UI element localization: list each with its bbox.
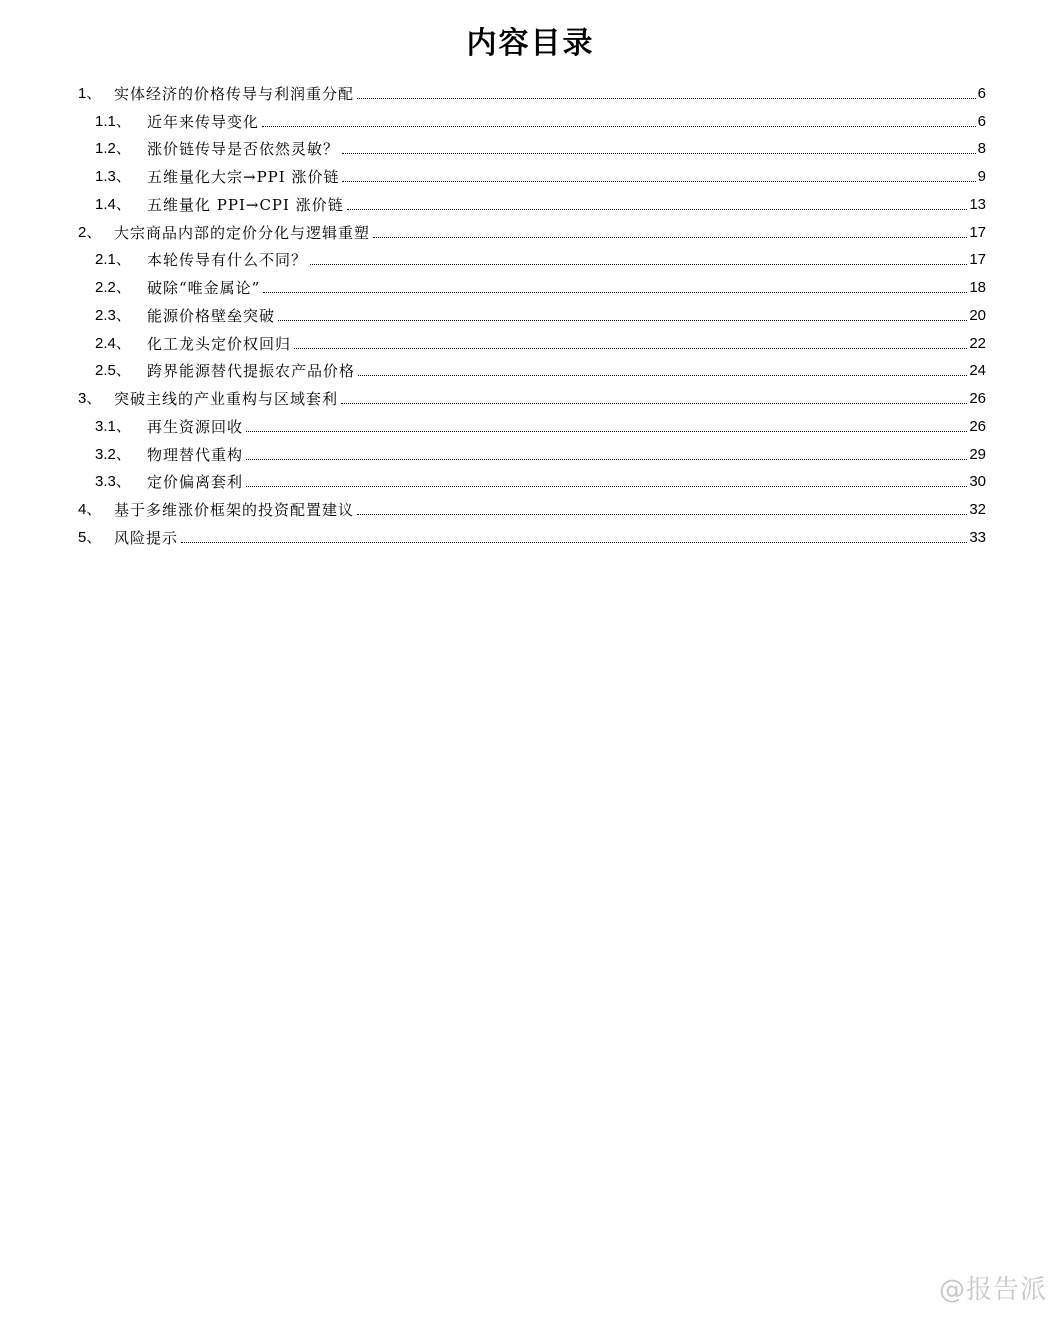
toc-entry[interactable]: [78, 326, 986, 354]
toc-entry-page-number[interactable]: 6: [977, 112, 986, 130]
dot-leader: [357, 98, 976, 99]
dot-leader: [246, 459, 967, 460]
toc-entry-label[interactable]: 破除“唯金属论”: [147, 279, 261, 297]
dot-leader: [342, 153, 976, 154]
toc-entry-page-number[interactable]: 20: [969, 306, 986, 324]
toc-entry-label[interactable]: 定价偏离套利: [147, 473, 244, 492]
toc-entry[interactable]: [78, 492, 986, 520]
toc-entry-label[interactable]: 风险提示: [114, 528, 179, 547]
toc-entry-number: 2、: [78, 223, 102, 241]
toc-entry[interactable]: [78, 465, 986, 493]
toc-entry-number: 1.2、: [95, 140, 131, 158]
toc-entry-page-number[interactable]: 24: [969, 362, 986, 380]
toc-entry-label[interactable]: 实体经济的价格传导与利润重分配: [114, 84, 355, 103]
dot-leader: [181, 542, 967, 543]
toc-entry-label[interactable]: 化工龙头定价权回归: [147, 334, 292, 353]
toc-entry[interactable]: [78, 270, 986, 298]
toc-entry[interactable]: [78, 76, 986, 104]
toc-entry-number: 2.3、: [95, 306, 131, 324]
dot-leader: [294, 348, 967, 349]
toc-entry-label[interactable]: 跨界能源替代提振农产品价格: [147, 362, 356, 381]
dot-leader: [262, 126, 976, 127]
dot-leader: [347, 209, 968, 210]
toc-entry-label[interactable]: 五维量化大宗→PPI 涨价链: [147, 168, 340, 186]
table-of-contents: [78, 76, 986, 548]
toc-entry-label[interactable]: 近年来传导变化: [147, 112, 260, 131]
toc-entry-label[interactable]: 物理替代重构: [147, 445, 244, 464]
dot-leader: [342, 181, 975, 182]
toc-entry-number: 1、: [78, 84, 102, 102]
toc-entry[interactable]: [78, 243, 986, 271]
toc-entry-number: 3.2、: [95, 445, 131, 463]
toc-entry-number: 1.3、: [95, 168, 131, 185]
toc-entry-page-number[interactable]: 13: [969, 195, 986, 213]
toc-entry-number: 1.4、: [95, 195, 131, 213]
toc-entry-page-number[interactable]: 26: [969, 417, 986, 435]
toc-title: 内容目录: [466, 26, 595, 61]
toc-entry-label[interactable]: 大宗商品内部的定价分化与逻辑重塑: [114, 223, 371, 242]
toc-entry[interactable]: [78, 520, 986, 548]
toc-entry-page-number[interactable]: 33: [969, 528, 986, 546]
toc-entry-label[interactable]: 基于多维涨价框架的投资配置建议: [114, 501, 355, 519]
toc-entry-number: 2.1、: [95, 251, 131, 269]
toc-entry-number: 3.3、: [95, 473, 131, 491]
toc-entry-number: 2.4、: [95, 334, 131, 352]
toc-entry-page-number[interactable]: 30: [969, 473, 986, 491]
toc-entry-page-number[interactable]: 32: [969, 501, 986, 518]
toc-entry[interactable]: [78, 381, 986, 409]
toc-entry-label[interactable]: 突破主线的产业重构与区域套利: [114, 390, 339, 408]
toc-entry[interactable]: [78, 159, 986, 187]
dot-leader: [358, 375, 967, 376]
toc-entry[interactable]: [78, 298, 986, 326]
dot-leader: [246, 431, 967, 432]
toc-entry-page-number[interactable]: 22: [969, 334, 986, 352]
toc-entry-number: 3、: [78, 390, 102, 407]
toc-entry-number: 1.1、: [95, 112, 131, 130]
dot-leader: [263, 292, 967, 293]
toc-entry-page-number[interactable]: 8: [977, 140, 986, 158]
toc-entry[interactable]: [78, 187, 986, 215]
toc-entry-page-number[interactable]: 9: [977, 168, 986, 185]
dot-leader: [246, 486, 967, 487]
toc-entry[interactable]: [78, 409, 986, 437]
toc-entry[interactable]: [78, 132, 986, 160]
toc-entry-label[interactable]: 涨价链传导是否依然灵敏？: [147, 140, 340, 159]
toc-entry-label[interactable]: 本轮传导有什么不同？: [147, 251, 308, 270]
watermark: @报告派: [938, 1275, 1047, 1305]
toc-entry-page-number[interactable]: 6: [977, 84, 986, 102]
toc-entry[interactable]: [78, 104, 986, 132]
toc-entry[interactable]: [78, 215, 986, 243]
toc-entry-number: 5、: [78, 528, 102, 546]
toc-entry-page-number[interactable]: 18: [969, 279, 986, 296]
toc-entry-page-number[interactable]: 17: [969, 251, 986, 269]
toc-entry-page-number[interactable]: 17: [969, 223, 986, 241]
dot-leader: [310, 264, 967, 265]
dot-leader: [341, 403, 967, 404]
toc-entry-page-number[interactable]: 29: [969, 445, 986, 463]
dot-leader: [373, 237, 967, 238]
toc-entry-number: 4、: [78, 501, 102, 518]
toc-entry-number: 3.1、: [95, 417, 131, 435]
toc-entry-number: 2.5、: [95, 362, 131, 380]
toc-entry-label[interactable]: 再生资源回收: [147, 417, 244, 436]
toc-entry-number: 2.2、: [95, 279, 131, 296]
toc-entry-label[interactable]: 能源价格壁垒突破: [147, 306, 276, 325]
dot-leader: [357, 514, 967, 515]
dot-leader: [278, 320, 967, 321]
toc-entry[interactable]: [78, 354, 986, 382]
toc-entry-label[interactable]: 五维量化 PPI→CPI 涨价链: [147, 195, 344, 214]
toc-entry[interactable]: [78, 437, 986, 465]
toc-entry-page-number[interactable]: 26: [969, 390, 986, 407]
